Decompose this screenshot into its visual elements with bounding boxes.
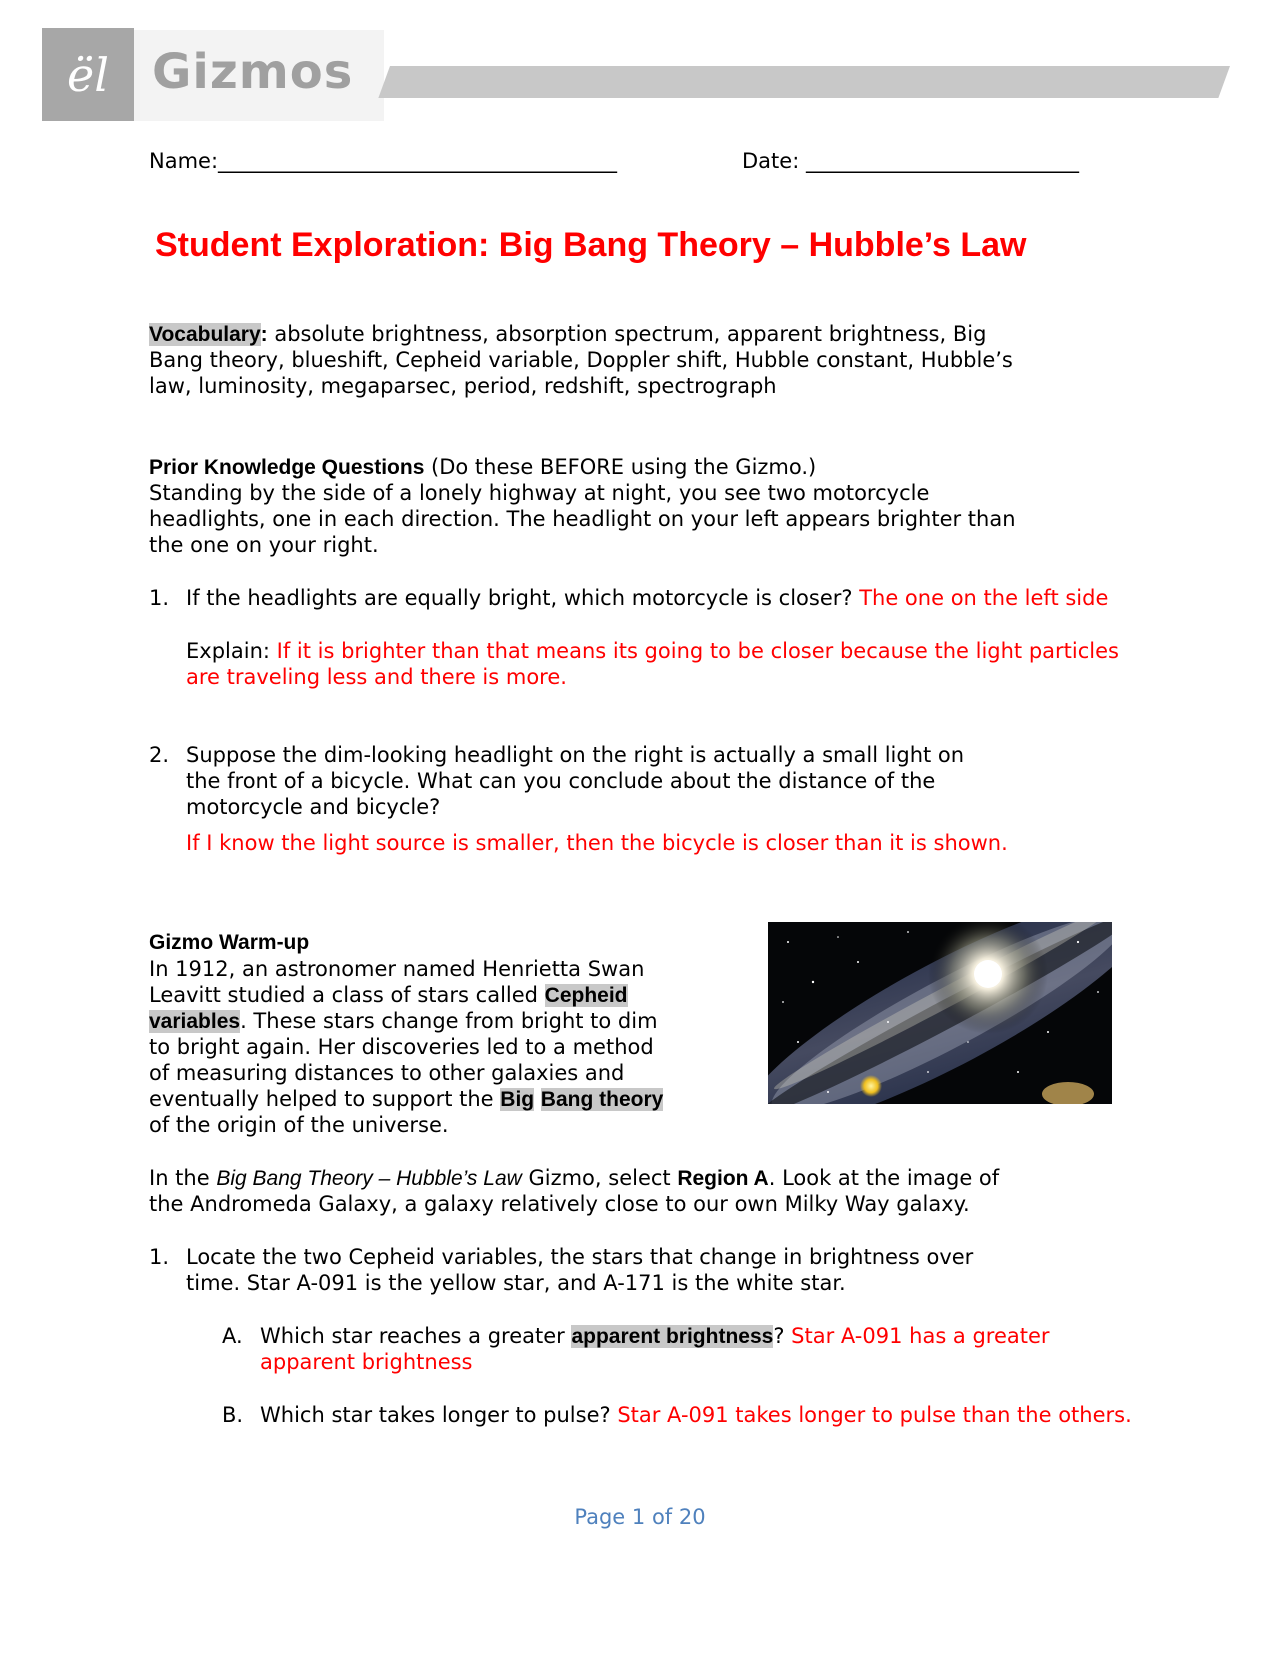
prior-intro-3: the one on your right.	[149, 533, 379, 557]
date-field[interactable]: Date: __________________________	[742, 149, 1079, 173]
header-bar	[378, 66, 1230, 98]
name-field[interactable]: Name:______________________________________	[149, 149, 618, 173]
qa-letter: A.	[222, 1324, 243, 1348]
vocabulary-line-3: law, luminosity, megaparsec, period, redshift, spectrograph	[149, 374, 777, 398]
prior-intro-1: Standing by the side of a lonely highway at night, you see two motorcycle	[149, 481, 930, 505]
qa-answer: Star A-091 has a greater	[791, 1324, 1050, 1348]
qa-answer-2: apparent brightness	[260, 1350, 473, 1374]
warmup-heading: Gizmo Warm-up	[149, 931, 310, 954]
prior-intro-2: headlights, one in each direction. The headlight on your left appears brighter than	[149, 507, 1016, 531]
warmup-line-7: of the origin of the universe.	[149, 1113, 449, 1137]
region-instruction-2: the Andromeda Galaxy, a galaxy relatively close to our own Milky Way galaxy.	[149, 1192, 970, 1216]
warmup-line-1: In 1912, an astronomer named Henrietta Swan	[149, 957, 645, 981]
page-number: Page 1 of 20	[574, 1505, 706, 1529]
q2-number: 2.	[149, 743, 170, 767]
prior-heading: Prior Knowledge Questions (Do these BEFORE using the Gizmo.)	[149, 455, 817, 479]
qb-letter: B.	[222, 1403, 244, 1427]
warmup-line-3: variables. These stars change from bright to dim	[149, 1009, 658, 1033]
warmup-line-6: eventually helped to support the Big Bang theory	[149, 1087, 664, 1111]
q2-line-1: Suppose the dim-looking headlight on the right is actually a small light on	[186, 743, 965, 767]
term-bang-theory: Bang theory	[540, 1088, 664, 1111]
page-title: Student Exploration: Big Bang Theory – Hubble’s Law	[155, 226, 1027, 264]
warmup-q1-number: 1.	[149, 1245, 170, 1269]
qb-answer: Star A-091 takes longer to pulse than the others.	[617, 1403, 1132, 1427]
warmup-line-2: Leavitt studied a class of stars called Cepheid	[149, 983, 628, 1007]
warmup-line-4: to bright again. Her discoveries led to a method	[149, 1035, 654, 1059]
qa-text: Which star reaches a greater apparent brightness? Star A-091 has a greater	[260, 1324, 1050, 1348]
q1-answer: The one on the left side	[859, 586, 1109, 610]
brand-name: Gizmos	[152, 44, 354, 100]
region-instruction-1: In the Big Bang Theory – Hubble’s Law Gizmo, select Region A. Look at the image of	[149, 1166, 1000, 1190]
warmup-q1-line-1: Locate the two Cepheid variables, the stars that change in brightness over	[186, 1245, 974, 1269]
q2-line-2: the front of a bicycle. What can you conclude about the distance of the	[186, 769, 936, 793]
qb-text: Which star takes longer to pulse? Star A-091 takes longer to pulse than the others.	[260, 1403, 1132, 1427]
vocabulary-line-2: Bang theory, blueshift, Cepheid variable, Doppler shift, Hubble constant, Hubble’s	[149, 348, 1013, 372]
q1-number: 1.	[149, 586, 170, 610]
explore-learning-logo: ël	[67, 47, 109, 102]
q2-answer: If I know the light source is smaller, then the bicycle is closer than it is shown.	[186, 831, 1008, 855]
term-big: Big	[500, 1088, 535, 1111]
q1-explain-2: are traveling less and there is more.	[186, 665, 567, 689]
warmup-line-5: of measuring distances to other galaxies and	[149, 1061, 625, 1085]
term-apparent-brightness: apparent brightness	[571, 1325, 774, 1348]
vocabulary-line-1: Vocabulary: absolute brightness, absorption spectrum, apparent brightness, Big	[149, 322, 987, 346]
vocabulary-label: Vocabulary	[149, 323, 261, 346]
term-cepheid: Cepheid	[544, 984, 628, 1007]
andromeda-galaxy-image	[768, 922, 1112, 1104]
q1-text: If the headlights are equally bright, which motorcycle is closer? The one on the left side	[186, 586, 1109, 610]
q2-line-3: motorcycle and bicycle?	[186, 795, 441, 819]
warmup-q1-line-2: time. Star A-091 is the yellow star, and A-171 is the white star.	[186, 1271, 846, 1295]
term-variables: variables	[149, 1010, 241, 1033]
q1-explain: Explain: If it is brighter than that means its going to be closer because the light particles	[186, 639, 1119, 663]
